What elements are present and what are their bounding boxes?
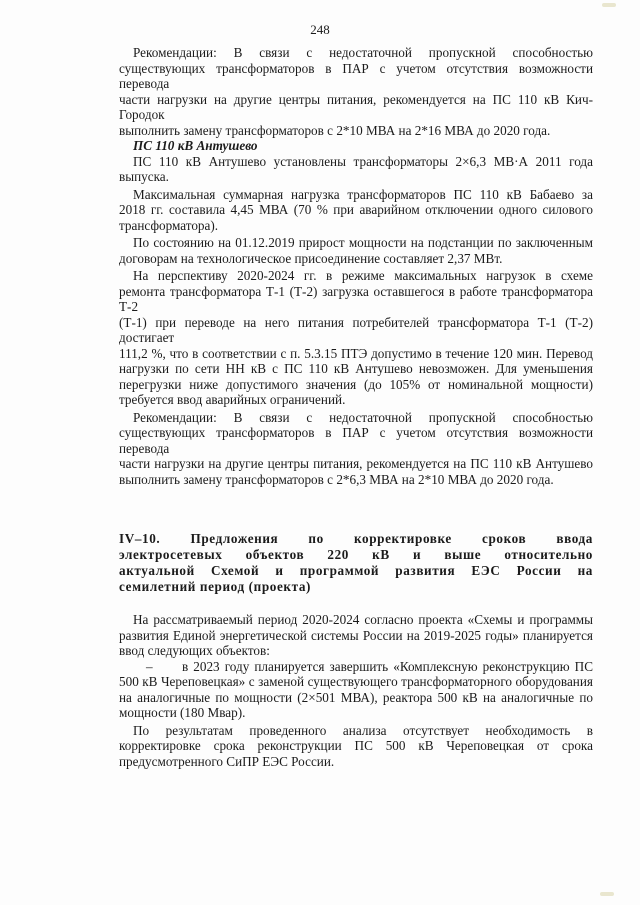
text-line: в 2023 году планируется завершить «Комплексную реконструкцию ПС: [182, 658, 593, 674]
scan-mark: [602, 3, 616, 7]
planned-objects-paragraph: [119, 612, 593, 659]
recommendation-kich-gorodok: [119, 45, 593, 138]
text-line: требуется ввод аварийных ограничений.: [119, 392, 346, 407]
heading-line: актуальной Схемой и программой развития ЕЭС России на: [119, 563, 593, 578]
text-line: 500 кВ Череповецкая» с заменой существующего трансформаторного оборудования: [119, 674, 593, 689]
text-line: корректировке срока реконструкции ПС 500 кВ Череповецкая от срока: [119, 738, 593, 753]
text-line: По результатам проведенного анализа отсутствует необходимость в: [133, 722, 593, 738]
substation-heading: ПС 110 кВ Антушево: [133, 138, 258, 153]
analysis-result-paragraph: [119, 723, 593, 770]
text-line: (Т-1) при переводе на него питания потребителей трансформатора Т-1 (Т-2) достигает: [119, 314, 593, 345]
text-line: на аналогичные по мощности (2×501 МВА), реактора 500 кВ на аналогичные по: [119, 689, 593, 705]
page-content: [119, 45, 593, 769]
heading-line: IV–10. Предложения по корректировке сроков ввода: [119, 531, 593, 546]
heading-line: электросетевых объектов 220 кВ и выше относительно: [119, 547, 593, 562]
scan-mark: [600, 892, 614, 896]
text-line: нагрузки по сети НН кВ с ПС 110 кВ Антушево невозможен. Для уменьшения: [119, 361, 593, 376]
text-line: трансформатора).: [119, 217, 219, 233]
text-line: предусмотренного СиПР ЕЭС России.: [119, 753, 335, 769]
recommendation-antushevo: [119, 410, 593, 488]
text-line: ввод следующих объектов:: [119, 643, 270, 658]
text-line: ПС 110 кВ Антушево установлены трансформаторы 2×6,3 МВ·А 2011 года: [133, 153, 593, 169]
section-heading: [119, 531, 593, 595]
text-line: мощности (180 Мвар).: [119, 705, 246, 720]
text-line: развития Единой энергетической системы России на 2019-2025 годы» планируется: [119, 627, 593, 643]
text-line: выполнить замену трансформаторов с 2*6,3 МВА на 2*10 МВА до 2020 года.: [119, 471, 554, 487]
text-line: 111,2 %, что в соответствии с п. 5.3.15 ПТЭ допустимо в течение 120 мин. Перевод: [119, 345, 593, 361]
text-line: На перспективу 2020-2024 гг. в режиме максимальных нагрузок в схеме: [133, 268, 593, 283]
text-line: Максимальная суммарная нагрузка трансформаторов ПС 110 кВ Бабаево за: [133, 186, 593, 202]
text-line: По состоянию на 01.12.2019 прирост мощности на подстанции по заключенным: [133, 235, 593, 250]
page-number: 248: [310, 22, 330, 37]
transformers-paragraph: [119, 154, 593, 185]
text-line: ремонта трансформатора Т-1 (Т-2) загрузка оставшегося в работе трансформатора Т-2: [119, 283, 593, 314]
text-line: перегрузки ниже допустимого значения (до 105% от номинальной мощности): [119, 376, 593, 392]
text-line: существующих трансформаторов в ПАР с учетом отсутствия возможности перевода: [119, 60, 593, 91]
power-growth-paragraph: [119, 235, 593, 266]
max-load-paragraph: [119, 187, 593, 234]
text-line: выполнить замену трансформаторов с 2*10 МВА на 2*16 МВА до 2020 года.: [119, 122, 551, 138]
heading-line: семилетний период (проекта): [119, 579, 312, 594]
text-line: выпуска.: [119, 169, 169, 184]
text-line: Рекомендации: В связи с недостаточной пропускной способностью: [133, 409, 593, 425]
list-item: [119, 659, 593, 721]
text-line: договорам на технологическое присоединение составляет 2,37 МВт.: [119, 250, 503, 266]
text-line: части нагрузки на другие центры питания, рекомендуется на ПС 110 кВ Кич-Городок: [119, 91, 593, 122]
text-line: части нагрузки на другие центры питания, рекомендуется на ПС 110 кВ Антушево: [119, 456, 593, 471]
text-line: Рекомендации: В связи с недостаточной пропускной способностью: [133, 45, 593, 60]
text-line: На рассматриваемый период 2020-2024 согласно проекта «Схемы и программы: [133, 612, 593, 627]
text-line: существующих трансформаторов в ПАР с учетом отсутствия возможности перевода: [119, 425, 593, 456]
bullet-dash: –: [146, 658, 153, 674]
text-line: 2018 гг. составила 4,45 МВА (70 % при аварийном отключении одного силового: [119, 202, 593, 217]
outlook-paragraph: [119, 268, 593, 408]
